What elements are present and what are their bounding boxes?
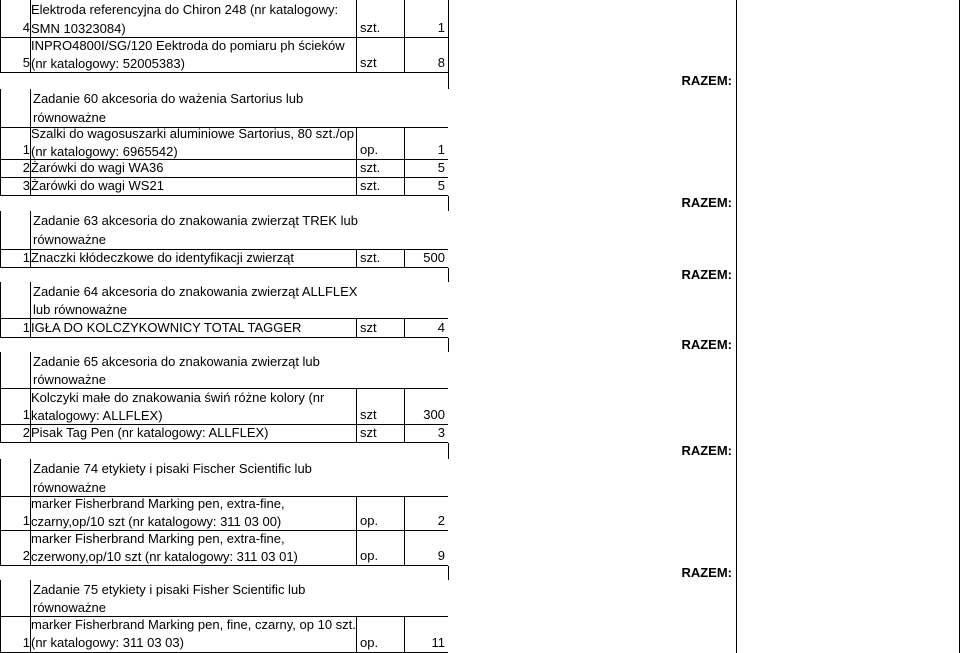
item-unit: op. (356, 128, 404, 160)
table-row[interactable] (0, 319, 960, 338)
table-row[interactable] (0, 497, 960, 531)
item-description: marker Fisherbrand Marking pen, extra-fine, czerwony,op/10 szt (nr katalogowy: 311 03 01) (30, 531, 356, 566)
item-quantity: 4 (404, 319, 448, 338)
section-title: Zadanie 63 akcesoria do znakowania zwierząt TREK lub równoważne (30, 211, 448, 250)
item-quantity: 5 (404, 178, 448, 196)
razem-row (0, 338, 960, 352)
item-description: marker Fisherbrand Marking pen, fine, czarny, op 10 szt. (nr katalogowy: 311 03 03) (30, 617, 356, 653)
razem-row (0, 268, 960, 282)
item-description: IGŁA DO KOLCZYKOWNICY TOTAL TAGGER (30, 319, 356, 338)
section-title-row (0, 282, 960, 319)
item-description: INPRO4800I/SG/120 Eektroda do pomiaru ph ścieków (nr katalogowy: 52005383) (30, 38, 356, 73)
item-quantity: 1 (404, 0, 448, 38)
razem-row (0, 566, 960, 580)
item-description: Elektroda referencyjna do Chiron 248 (nr katalogowy: SMN 10323084) (30, 0, 356, 38)
section-title: Zadanie 75 etykiety i pisaki Fisher Scientific lub równoważne (30, 580, 448, 617)
item-unit: szt. (356, 178, 404, 196)
row-index: 1 (0, 319, 30, 338)
item-unit: szt (356, 319, 404, 338)
item-quantity: 1 (404, 128, 448, 160)
table-row[interactable] (0, 531, 960, 566)
item-quantity: 300 (404, 389, 448, 425)
item-unit: op. (356, 617, 404, 653)
razem-label: RAZEM: (448, 566, 736, 580)
item-quantity: 500 (404, 250, 448, 268)
item-unit: szt (356, 38, 404, 73)
section-title-row (0, 211, 960, 250)
item-unit: szt (356, 425, 404, 443)
section-title-row (0, 352, 960, 389)
item-unit: szt. (356, 0, 404, 38)
table-row[interactable] (0, 389, 960, 425)
item-quantity: 5 (404, 160, 448, 178)
row-index: 1 (0, 389, 30, 425)
item-quantity: 3 (404, 425, 448, 443)
table-row[interactable] (0, 128, 960, 160)
table-row[interactable] (0, 38, 960, 73)
row-index: 1 (0, 128, 30, 160)
table-row[interactable] (0, 178, 960, 196)
row-index: 2 (0, 425, 30, 443)
item-description: Kolczyki małe do znakowania świń różne kolory (nr katalogowy: ALLFLEX) (30, 389, 356, 425)
row-index: 1 (0, 617, 30, 653)
row-index: 4 (0, 0, 30, 38)
empty-cell (0, 352, 30, 389)
table-row[interactable] (0, 617, 960, 653)
table-row[interactable] (0, 0, 960, 38)
row-index: 5 (0, 38, 30, 73)
section-title: Zadanie 64 akcesoria do znakowania zwierząt ALLFLEX lub równoważne (30, 282, 448, 319)
item-unit: szt. (356, 250, 404, 268)
item-unit: szt (356, 389, 404, 425)
row-index: 2 (0, 160, 30, 178)
razem-row (0, 73, 960, 89)
empty-cell (0, 459, 30, 497)
empty-cell (0, 89, 30, 128)
razem-label: RAZEM: (448, 338, 736, 352)
item-unit: szt. (356, 160, 404, 178)
item-description: Szalki do wagosuszarki aluminiowe Sartorius, 80 szt./op (nr katalogowy: 6965542) (30, 128, 356, 160)
column-divider (736, 0, 737, 653)
item-unit: op. (356, 531, 404, 566)
section-title: Zadanie 65 akcesoria do znakowania zwierząt lub równoważne (30, 352, 448, 389)
razem-row (0, 443, 960, 459)
item-description: Żarówki do wagi WA36 (30, 160, 356, 178)
item-description: Znaczki kłódeczkowe do identyfikacji zwierząt (30, 250, 356, 268)
row-index: 1 (0, 497, 30, 531)
razem-label: RAZEM: (448, 443, 736, 459)
section-title-row (0, 580, 960, 617)
razem-row (0, 196, 960, 211)
table-row[interactable] (0, 160, 960, 178)
row-index: 1 (0, 250, 30, 268)
item-description: marker Fisherbrand Marking pen, extra-fine, czarny,op/10 szt (nr katalogowy: 311 03 00) (30, 497, 356, 531)
empty-cell (448, 0, 960, 38)
row-index: 3 (0, 178, 30, 196)
razem-label: RAZEM: (448, 73, 736, 89)
item-quantity: 9 (404, 531, 448, 566)
razem-label: RAZEM: (448, 196, 736, 211)
empty-cell (0, 580, 30, 617)
item-description: Żarówki do wagi WS21 (30, 178, 356, 196)
empty-cell (0, 282, 30, 319)
razem-label: RAZEM: (448, 268, 736, 282)
item-description: Pisak Tag Pen (nr katalogowy: ALLFLEX) (30, 425, 356, 443)
section-title: Zadanie 60 akcesoria do ważenia Sartorius lub równoważne (30, 89, 448, 128)
section-title-row (0, 459, 960, 497)
section-title-row (0, 89, 960, 128)
section-title: Zadanie 74 etykiety i pisaki Fischer Scientific lub równoważne (30, 459, 448, 497)
item-quantity: 11 (404, 617, 448, 653)
table-row[interactable] (0, 250, 960, 268)
table-row[interactable] (0, 425, 960, 443)
item-quantity: 2 (404, 497, 448, 531)
item-quantity: 8 (404, 38, 448, 73)
empty-cell (448, 38, 960, 73)
empty-cell (0, 211, 30, 250)
item-unit: op. (356, 497, 404, 531)
row-index: 2 (0, 531, 30, 566)
